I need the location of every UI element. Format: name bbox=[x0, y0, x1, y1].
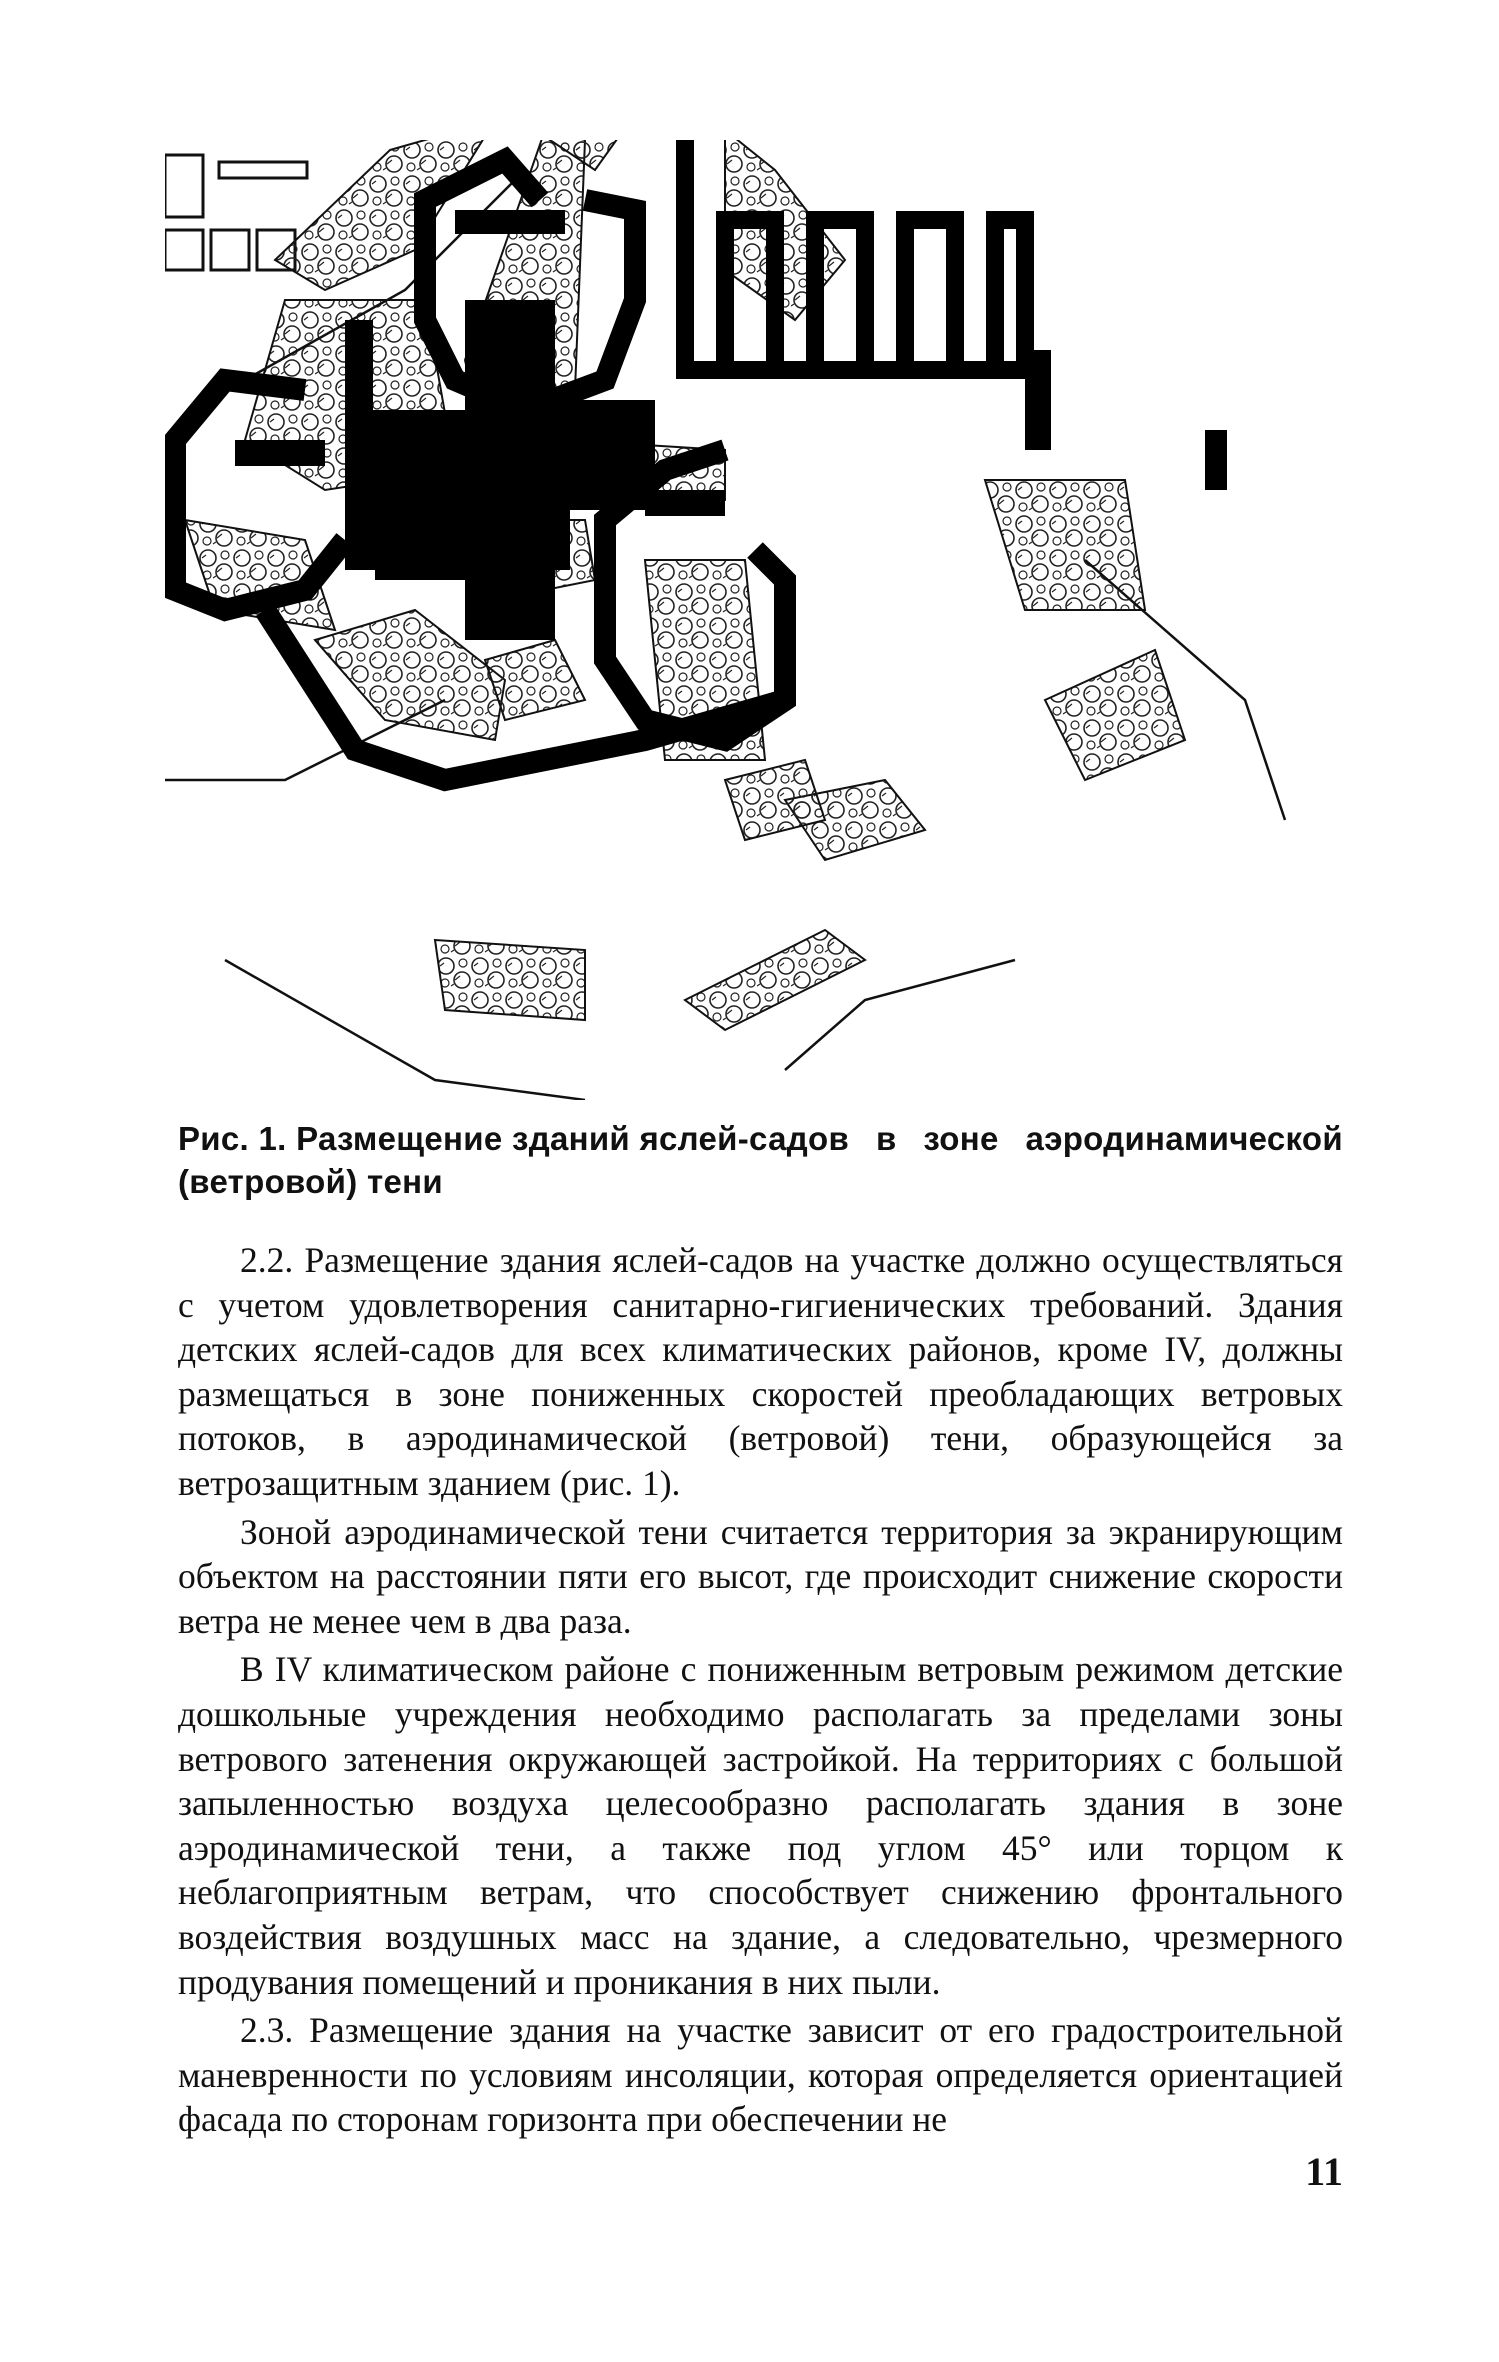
site-plan-drawing bbox=[165, 140, 1335, 1100]
caption-part-1: Рис. 1. Размещение зданий яслей-садов bbox=[178, 1120, 850, 1157]
figure-caption bbox=[178, 1117, 1343, 1203]
detached-bars bbox=[1025, 350, 1227, 490]
caption-line-1 bbox=[178, 1117, 1343, 1160]
paragraph-2-2: 2.2. Размещение здания яслей-садов на участке должно осуществляться с учетом удовлетворения санитарно-гигиенических требований. Здания детских яслей-садов для всех климатических районов, кроме IV, должны размещаться в зоне пониженных скоростей преобладающих ветровых потоков, в аэродинамической (ветровой) тени, образующейся за ветрозащитным зданием (рис. 1). bbox=[178, 1240, 1343, 1503]
page-number: 11 bbox=[1305, 2149, 1343, 2194]
paragraph-climate-zone-iv: В IV климатическом районе с пониженным ветровым режимом детские дошкольные учреждения необходимо располагать за пределами зоны ветрового затенения окружающей застройкой. На территориях с большой запыленностью воздуха целесообразно располагать здания в зоне аэродинамической тени, а также под углом 45° или торцом к неблагоприятным ветрам, что способствует снижению фронтального воздействия воздушных масс на здание, а следовательно, чрезмерного продувания помещений и проникания в них пыли. bbox=[178, 1649, 1343, 2002]
paragraph-2-3: 2.3. Размещение здания на участке зависит от его градостроительной маневренности по условиям инсоляции, которая определяется ориентацией фасада по сторонам горизонта при обеспечении не bbox=[178, 2010, 1343, 2140]
paragraph-aerodynamic-shadow: Зоной аэродинамической тени считается территория за экранирующим объектом на расстоянии пяти его высот, где происходит снижение скорости ветра не менее чем в два раза. bbox=[178, 1511, 1343, 1641]
caption-part-3: зоне bbox=[923, 1120, 999, 1157]
caption-part-4: аэродинамической bbox=[1025, 1120, 1343, 1157]
site-plan-figure bbox=[165, 140, 1335, 1100]
body-text bbox=[178, 1238, 1343, 2146]
caption-part-2: в bbox=[875, 1120, 897, 1157]
caption-line-2: (ветровой) тени bbox=[178, 1163, 443, 1200]
